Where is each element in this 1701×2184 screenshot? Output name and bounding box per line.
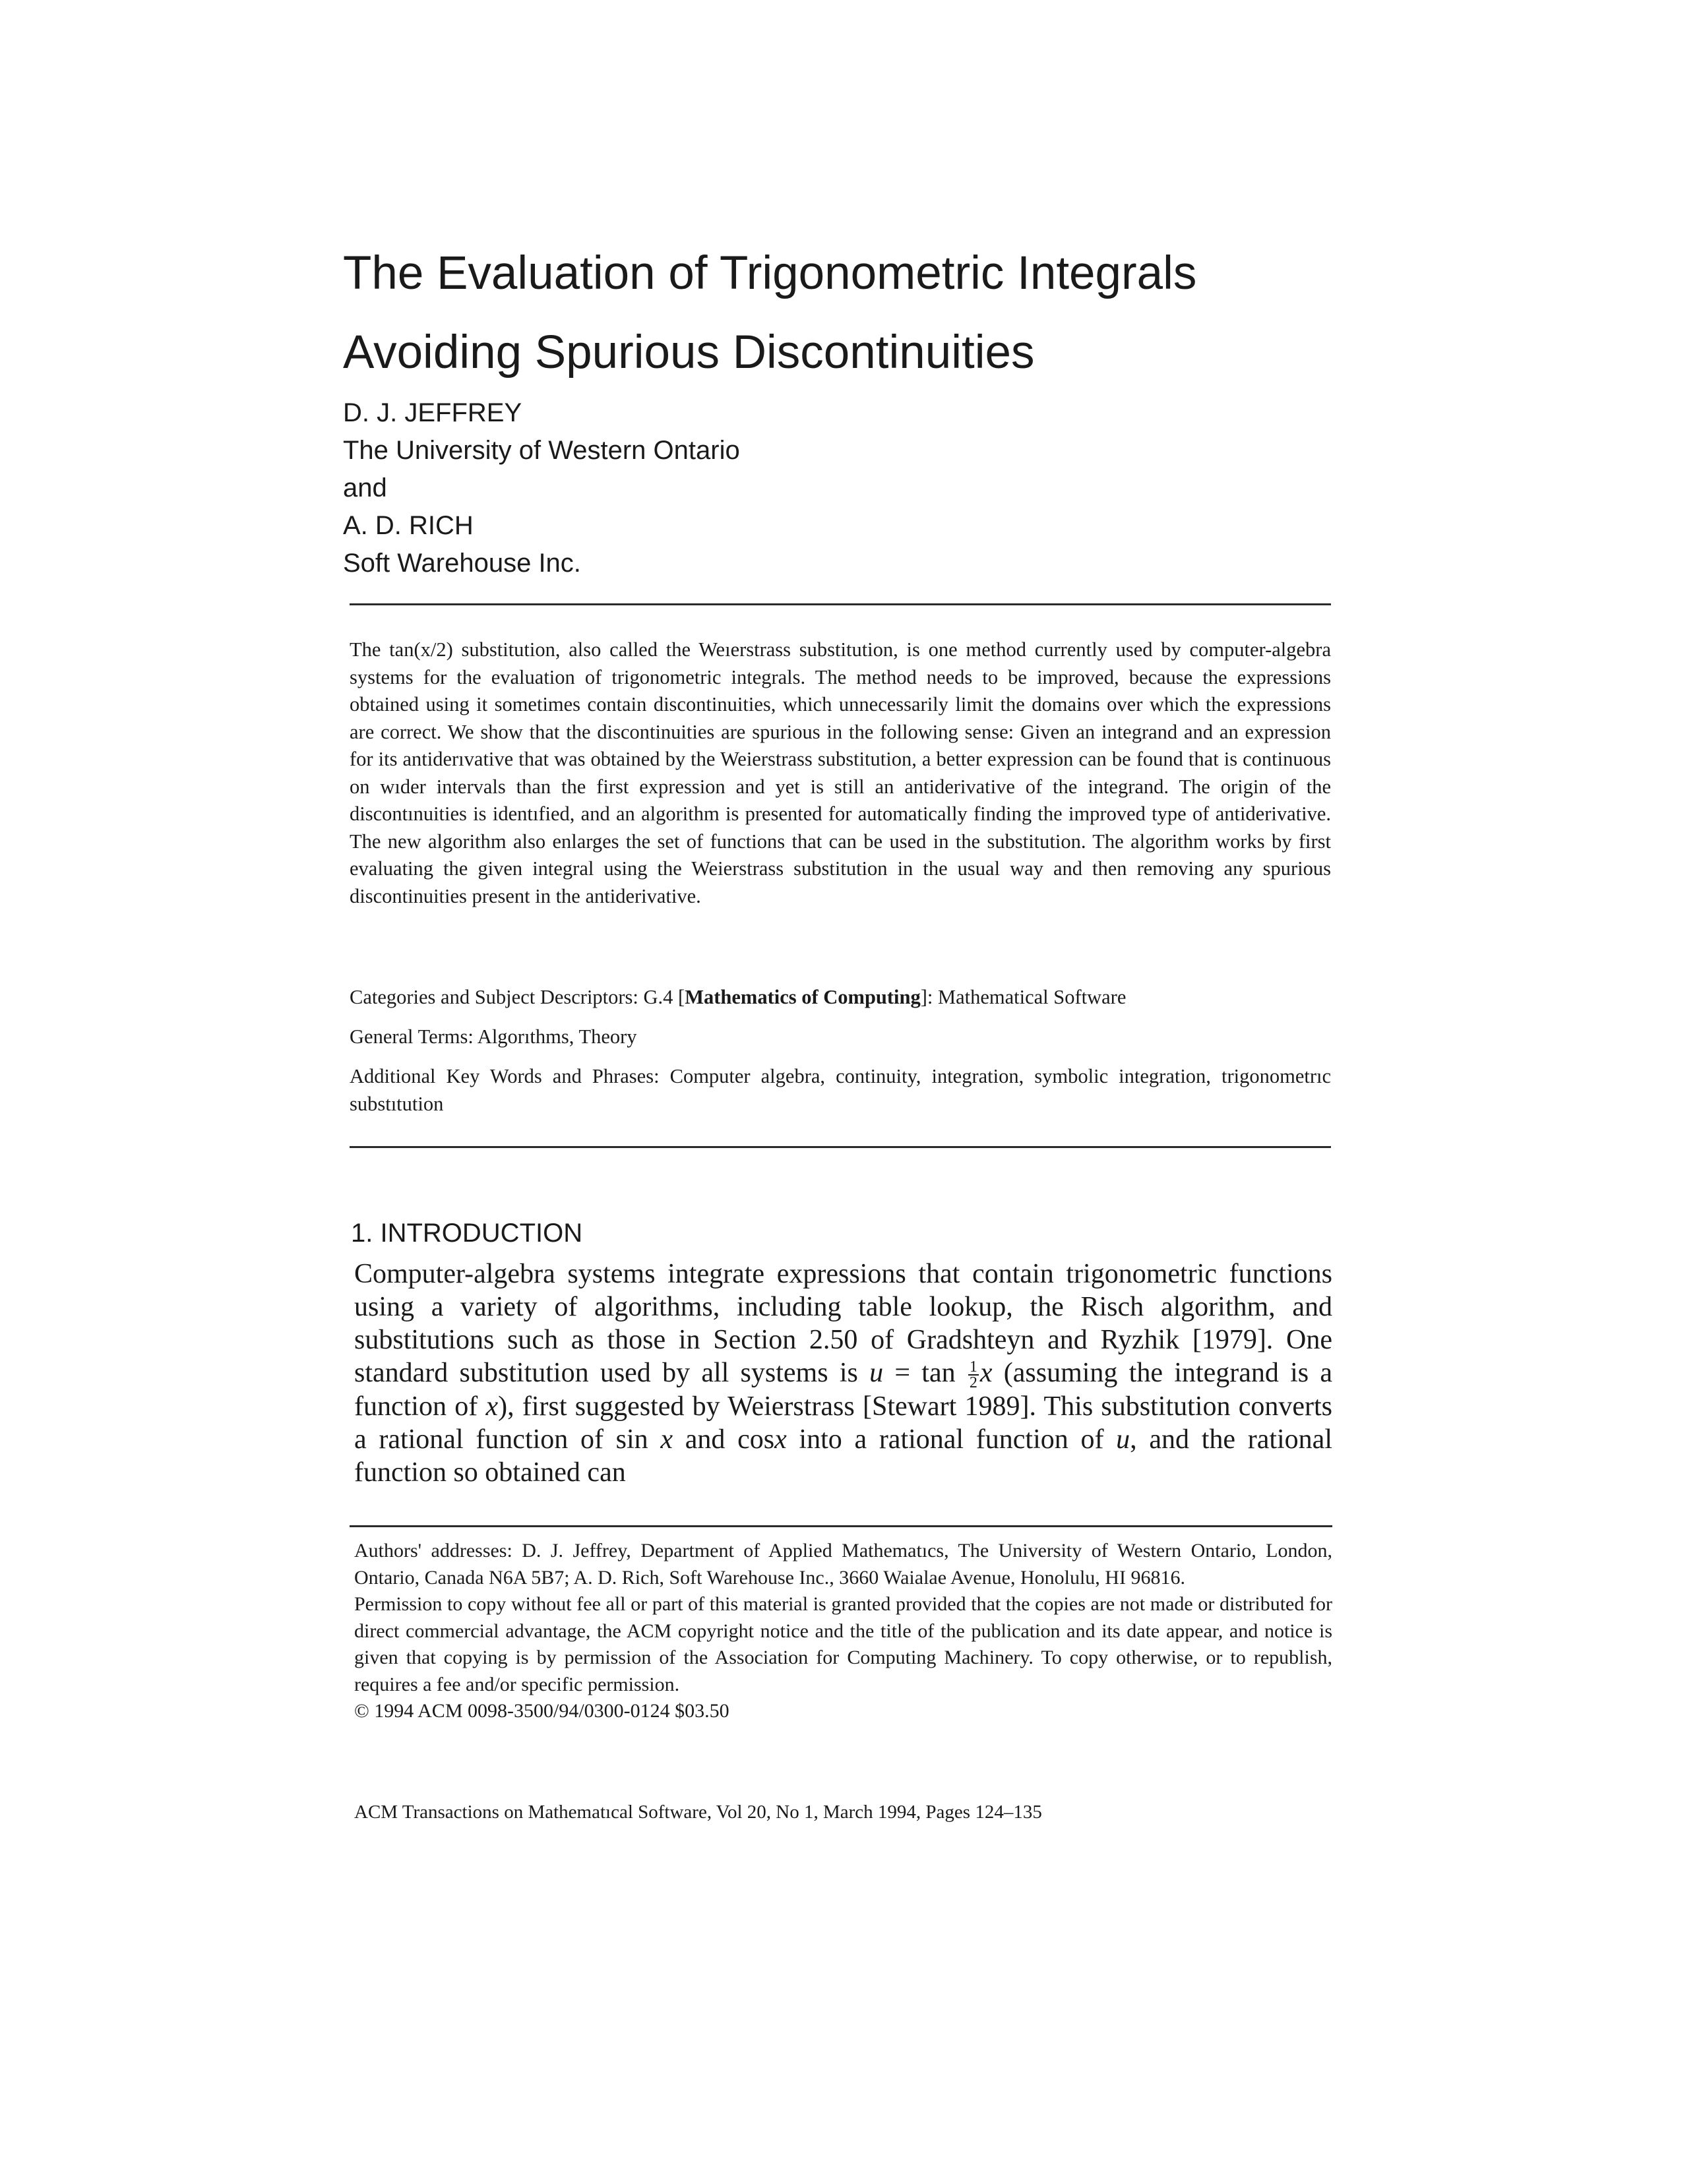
section-heading-introduction: 1. INTRODUCTION (351, 1219, 583, 1248)
footnote-block (354, 1538, 1332, 1725)
subject-descriptors-bold: Mathematics of Computing (685, 986, 921, 1008)
abstract: The tan(x/2) substitution, also called the Weıerstrass substitution, is one method currently used by computer-algebra systems for the evaluation of trigonometric integrals. The method needs to be improved, because the expressions obtained using it sometimes contain discontinuities, which unnecessarily limit the domains over which the expressions are correct. We show that the discontinuities are spurious in the following sense: Given an integrand and an expression for its antiderıvative that was obtained by the Weierstrass substitution, a better expression can be found that is continuous on wıder intervals than the first expression and yet is still an antiderivative of the integrand. The origin of the discontınuities is identıfied, and an algorithm is presented for automatically finding the improved type of antiderivative. The new algorithm also enlarges the set of functions that can be used in the substitution. The algorithm works by first evaluating the given integral using the Weierstrass substitution in the usual way and then removing any spurious discontinuities present in the antiderivative. (350, 638, 1331, 907)
intro-text-4: and cos (673, 1424, 775, 1455)
author-name-1: D. J. JEFFREY (343, 398, 522, 427)
subject-descriptors-suffix: ]: Mathematical Software (920, 986, 1127, 1008)
paper-title (343, 234, 1530, 392)
introduction-paragraph (354, 1258, 1332, 1489)
journal-citation: ACM Transactions on Mathematıcal Software, Vol 20, No 1, March 1994, Pages 124–135 (354, 1802, 1042, 1823)
math-fraction-half (968, 1360, 979, 1390)
author-addresses: Authors' addresses: D. J. Jeffrey, Department of Applied Mathematıcs, The University of Western Ontario, London, Ontario, Canada N6A 5B7; A. D. Rich, Soft Warehouse Inc., 3660 Waialae Avenue, Honolulu, HI 96816. (354, 1540, 1332, 1589)
general-terms: General Terms: Algorıthms, Theory (350, 1025, 637, 1048)
math-var-x: x (660, 1424, 673, 1455)
copy-permission-notice: Permission to copy without fee all or part of this material is granted provided that the copies are not made or distributed for direct commercial advantage, the ACM copyright notice and the title of the publication and its date appear, and notice is given that copying is by permission of the Association for Computing Machinery. To copy otherwise, or to republish, requires a fee and/or specific permission. (354, 1593, 1332, 1695)
intro-text-2: (assuming the integrand is a function of (354, 1358, 1333, 1422)
author-block (343, 394, 740, 582)
fraction-numerator: 1 (969, 1358, 977, 1376)
footnote-divider (350, 1525, 1332, 1527)
math-var-x: x (774, 1424, 787, 1455)
math-var-u: u (869, 1358, 884, 1388)
copyright-line: © 1994 ACM 0098-3500/94/0300-0124 $03.50 (354, 1700, 729, 1722)
keywords: Additional Key Words and Phrases: Computer algebra, continuity, integration, symbolic integration, trigonometrıc substıtution (350, 1065, 1331, 1115)
intro-text-5: into a rational function of (786, 1424, 1117, 1455)
abstract-top-divider (350, 603, 1331, 605)
fraction-denominator: 2 (969, 1374, 977, 1392)
subject-descriptors-prefix: Categories and Subject Descriptors: G.4 [ (350, 986, 685, 1008)
author-affiliation-2: Soft Warehouse Inc. (343, 549, 581, 578)
author-conjunction: and (343, 473, 387, 502)
author-name-2: A. D. RICH (343, 511, 474, 540)
intro-text-1: Computer-algebra systems integrate expressions that contain trigonometric functions using a variety of algorithms, including table lookup, the Risch algorithm, and substitutions such as those in Section 2.50 of Gradshteyn and Ryzhik [1979]. One standard substitution used by all systems is (354, 1259, 1332, 1388)
abstract-bottom-divider (350, 1146, 1331, 1148)
subject-descriptors (350, 984, 1331, 1012)
author-affiliation-1: The University of Western Ontario (343, 436, 740, 465)
intro-text-3: ), first suggested by Weierstrass [Stewart 1989]. This substitution converts a rational function of sin (354, 1391, 1332, 1455)
math-var-u: u (1116, 1424, 1130, 1455)
math-eq-tan: = tan (883, 1358, 967, 1388)
title-line-2: Avoiding Spurious Discontinuities (343, 326, 1035, 379)
title-line-1: The Evaluation of Trigonometric Integrals (343, 247, 1197, 299)
intro-text-6: , and the rational function so obtained can (354, 1424, 1332, 1488)
math-var-x: x (485, 1391, 499, 1422)
math-var-x: x (979, 1358, 993, 1388)
